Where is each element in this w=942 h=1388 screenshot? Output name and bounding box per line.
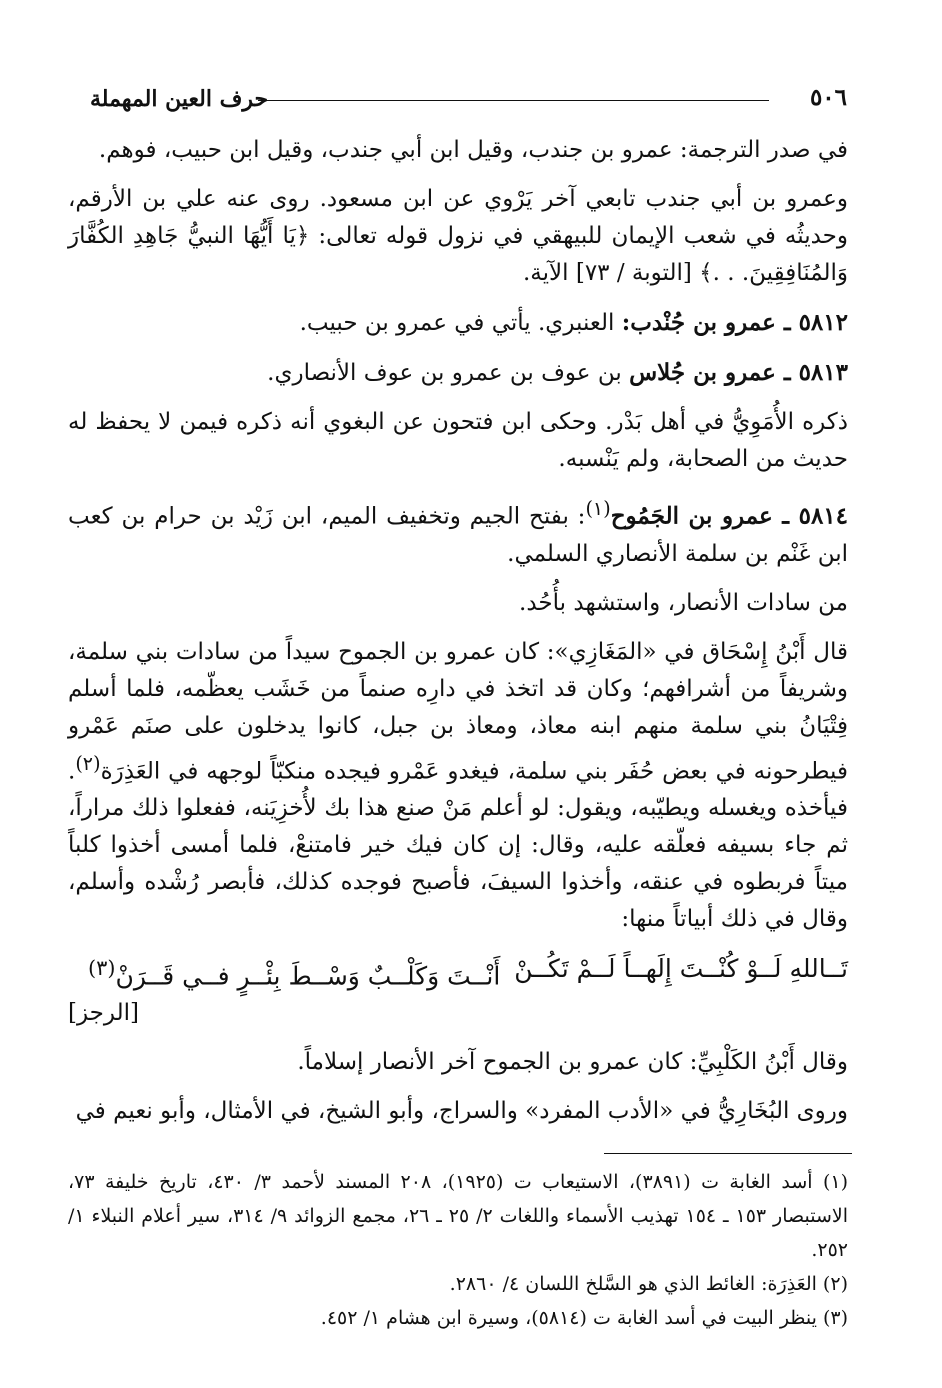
paragraph-5 bbox=[68, 634, 848, 939]
footnote-ref-2: (٢) bbox=[75, 751, 101, 775]
paragraph-7: وروى البُخَارِيُّ في «الأدب المفرد» والسراج، وأبو الشيخ، في الأمثال، وأبو نعيم في bbox=[75, 1097, 848, 1124]
page-number: ٥٠٦ bbox=[809, 84, 847, 111]
paragraph-6: وقال أَبْنُ الكَلْبِيِّ: كان عمرو بن الجموح آخر الأنصار إسلاماً. bbox=[297, 1048, 848, 1075]
footnote-3: (٣) ينظر البيت في أسد الغابة ت (٥٨١٤)، وسيرة ابن هشام ١/ ٤٥٢. bbox=[320, 1307, 848, 1329]
entry-5812-heading: ٥٨١٢ ـ عمرو بن جُنْدب: bbox=[621, 309, 848, 336]
footnote-ref-1: (١) bbox=[585, 497, 611, 520]
verse-meter: [الرجز] bbox=[68, 999, 139, 1026]
verse-first-hemistich: تَــاللهِ لَــوْ كُنْــتَ إِلَهــاً لَــمْ تَكُــنْ bbox=[514, 954, 848, 984]
main-text bbox=[68, 132, 848, 1142]
footnote-rule bbox=[604, 1153, 852, 1154]
header-rule bbox=[258, 100, 769, 101]
footnote-1: (١) أسد الغابة ت (٣٨٩١)، الاستيعاب ت (١٩٢٥)، ٢٠٨ المسند لأحمد ٣/ ٤٣٠، تاريخ خليفة ٧٣، الاستبصار ١٥٣ ـ ١٥٤ تهذيب الأسماء واللغات ٢/ ٢٥ ـ ٢٦، مجمع الزوائد ٩/ ٣١٤، سير أعلام النبلاء ١/ ٢٥٢. bbox=[68, 1171, 848, 1261]
entry-5813-text: بن عوف بن عمرو بن عوف الأنصاري. bbox=[267, 360, 630, 386]
footnotes bbox=[68, 1165, 848, 1335]
page-header bbox=[90, 84, 847, 118]
entry-5814-heading: ٥٨١٤ ـ عمرو بن الجَمُوح bbox=[610, 502, 849, 530]
entry-5814-text: : بفتح الجيم وتخفيف الميم، ابن زَيْد بن حرام بن كعب ابن غَنْم بن سلمة الأنصاري السلمي. bbox=[68, 503, 848, 567]
running-title: حرف العين المهملة bbox=[90, 86, 269, 112]
paragraph-2: وعمرو بن أبي جندب تابعي آخر يَرْوي عن ابن مسعود. روى عنه علي بن الأرقم، وحديثُه في شعب الإيمان للبيهقي في نزول قوله تعالى: ﴿يَا أَيُّهَا النبيُّ جَاهِدِ الكُفَّارَ وَالمُنَافِقِينَ. . .﴾ [التوبة / ٧٣] الآية. bbox=[68, 186, 848, 286]
entry-5812 bbox=[68, 304, 848, 342]
entry-5812-text: العنبري. يأتي في عمرو بن حبيب. bbox=[299, 310, 622, 336]
footnote-ref-3: (٣) bbox=[88, 956, 116, 981]
entry-5813 bbox=[68, 354, 848, 392]
footnote-2: (٢) العَذِرَة: الغائط الذي هو السَّلخ اللسان ٤/ ٢٨٦٠. bbox=[449, 1273, 848, 1295]
poem-verse bbox=[68, 950, 848, 994]
paragraph-4: من سادات الأنصار، واستشهد بأُحُد. bbox=[519, 589, 848, 616]
paragraph-1: في صدر الترجمة: عمرو بن جندب، وقيل ابن أبي جندب، وقيل ابن حبيب، فوهم. bbox=[98, 137, 848, 163]
entry-5813-heading: ٥٨١٣ ـ عمرو بن جُلاس bbox=[629, 359, 848, 386]
paragraph-3: ذكره الأُمَوِيُّ في أهل بَدْر. وحكى ابن فتحون عن البغوي أنه ذكره فيمن لا يحفظ له حديث من الصحابة، ولم يَنْسبه. bbox=[68, 409, 848, 472]
verse-second-hemistich bbox=[88, 950, 500, 994]
paragraph-5-part-a: قال أَبْنُ إِسْحَاق في «المَغَازِي»: كان عمرو بن الجموح سيداً من سادات بني سلمة، وشريفاً من أشرافهم؛ وكان قد اتخذ في دارِه صنماً من خَشَب يعظّمه، فلما أسلم فِتْيَانُ بني سلمة منهم ابنه معاذ، ومعاذ بن جبل، كانوا يدخلون على صنَم عَمْرو فيطرحونه في بعض حُفَر بني سلمة، فيغدو عَمْرو فيجده منكبّاً لوجهه في العَذِرَة bbox=[68, 638, 848, 785]
paragraph-5-part-b: . فيأخذه ويغسله ويطيّبه، ويقول: لو أعلم مَنْ صنع هذا بك لأُخزِيَنه، ففعلوا ذلك مراراً، ثم جاء بسيفه فعلّقه عليه، وقال: إن كان فيك خير فامتنعْ، فلما أمسى أخذوا كلباً ميتاً فربطوه في عنقه، وأخذوا السيفَ، فأصبح فوجده كذلك، فأبصر رُشْده وأسلم، وقال في ذلك أبياتاً منها: bbox=[68, 758, 848, 933]
verse-second-text: أَنْــتَ وَكَلْــبٌ وَسْــطَ بِئْــرٍ فــي قَــرَنْ bbox=[115, 961, 501, 991]
entry-5814 bbox=[68, 490, 848, 573]
